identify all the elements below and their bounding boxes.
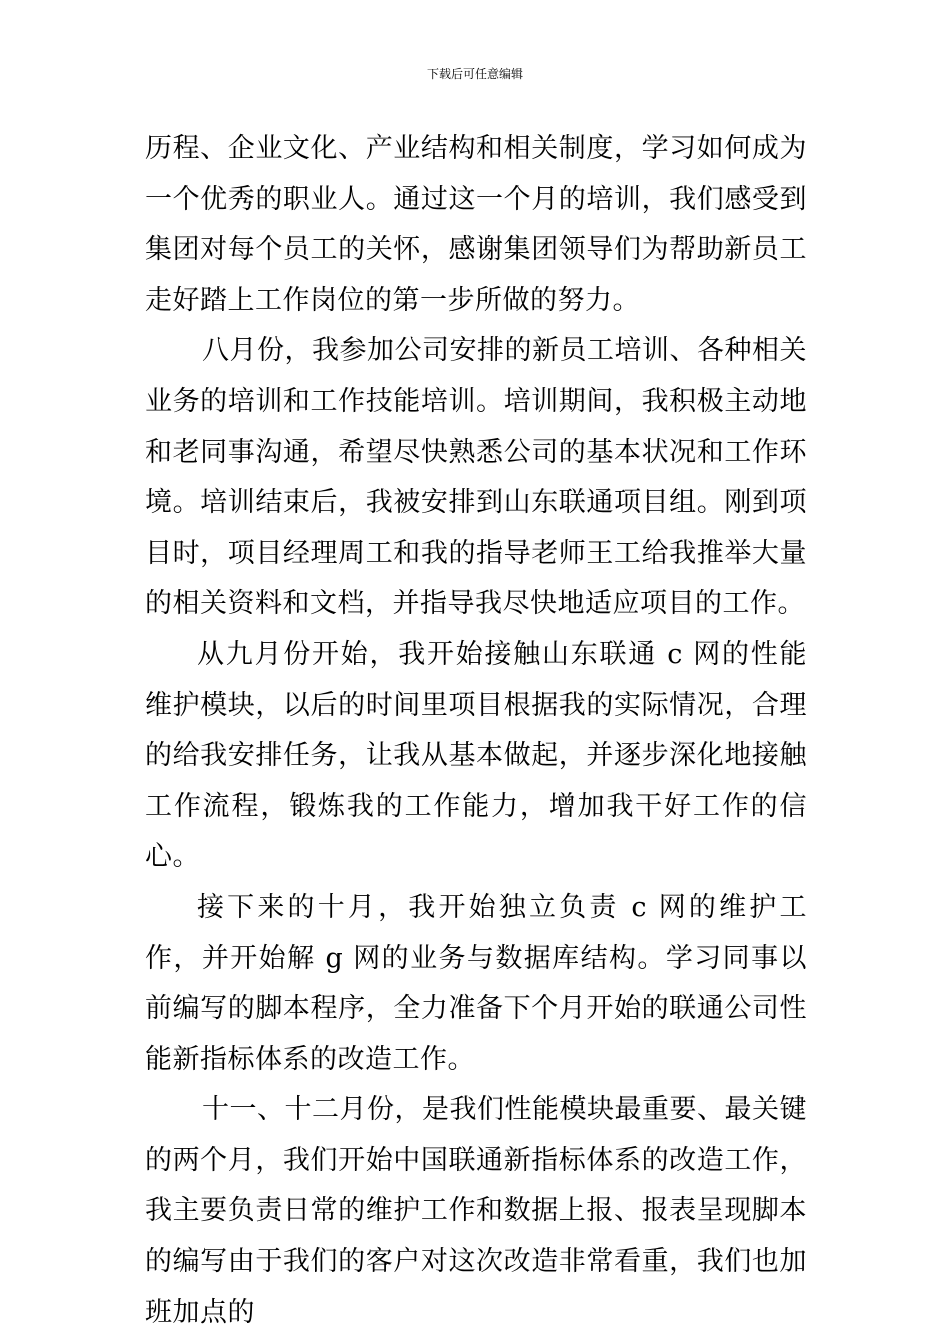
document-body [145,124,807,1338]
paragraph-history: 历程、企业文化、产业结构和相关制度，学习如何成为一个优秀的职业人。通过这一个月的培训，我们感受到集团对每个员工的关怀，感谢集团领导们为帮助新员工走好踏上工作岗位的第一步所做的努力。 [145,133,807,316]
page-header: 下载后可任意编辑 [426,67,523,81]
paragraph-september: 从九月份开始，我开始接触山东联通 c 网的性能维护模块，以后的时间里项目根据我的实际情况，合理的给我安排任务，让我从基本做起，并逐步深化地接触工作流程，锻炼我的工作能力，增加我干好工作的信心。 [145,638,807,873]
paragraph-october: 接下来的十月，我开始独立负责 c 网的维护工作，并开始解 g 网的业务与数据库结构。学习同事以前编写的脚本程序，全力准备下个月开始的联通公司性能新指标体系的改造工作。 [145,891,807,1075]
paragraph-august: 八月份，我参加公司安排的新员工培训、各种相关业务的培训和工作技能培训。培训期间，我积极主动地和老同事沟通，希望尽快熟悉公司的基本状况和工作环境。培训结束后，我被安排到山东联通项目组。刚到项目时，项目经理周工和我的指导老师王工给我推举大量的相关资料和文档，并指导我尽快地适应项目的工作。 [145,335,807,620]
paragraph-november-december: 十一、十二月份，是我们性能模块最重要、最关键的两个月，我们开始中国联通新指标体系的改造工作，我主要负责日常的维护工作和数据上报、报表呈现脚本的编写由于我们的客户对这次改造非常看重，我们也加班加点的 [145,1094,807,1328]
